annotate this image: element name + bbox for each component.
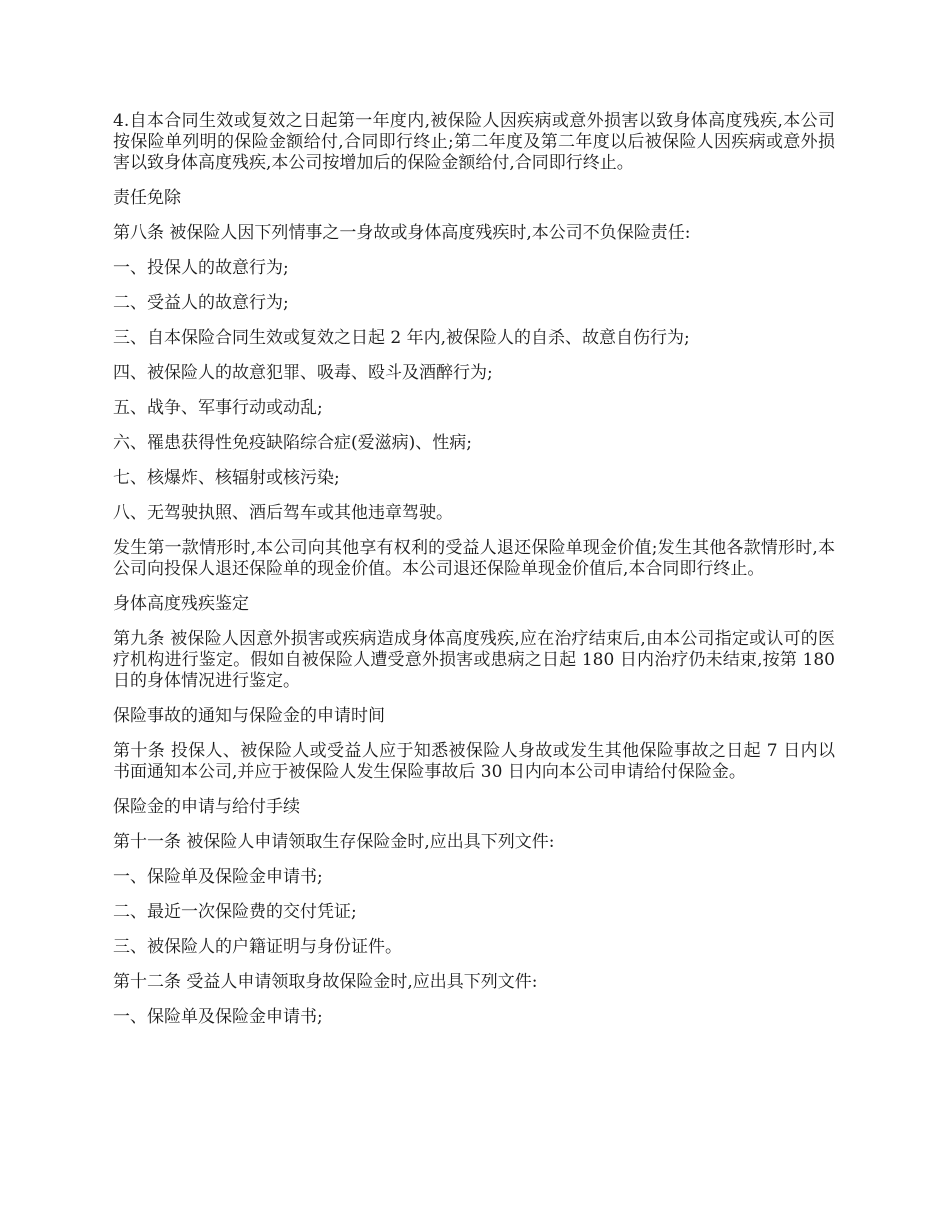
- survival-claim-item-3: 三、被保险人的户籍证明与身份证件。: [113, 937, 402, 957]
- clause-4-paragraph: 4.自本合同生效或复效之日起第一年度内,被保险人因疾病或意外损害以致身体高度残疾,本公司按保险单列明的保险金额给付,合同即行终止;第二年度及第二年度以后被保险人因疾病或意外损害以致身体高度残疾,本公司按增加后的保险金额给付,合同即行终止。: [113, 111, 835, 173]
- article-9-paragraph: 第九条 被保险人因意外损害或疾病造成身体高度残疾,应在治疗结束后,由本公司指定或认可的医疗机构进行鉴定。假如自被保险人遭受意外损害或患病之日起 180 日内治疗仍未结束,按第 180 日的身体情况进行鉴定。: [113, 629, 835, 691]
- exclusion-item-6: 六、罹患获得性免疫缺陷综合症(爱滋病)、性病;: [113, 433, 472, 453]
- section-heading-claim-procedures: 保险金的申请与给付手续: [113, 797, 300, 817]
- article-12-paragraph: 第十二条 受益人申请领取身故保险金时,应出具下列文件:: [113, 972, 538, 992]
- exclusion-item-3: 三、自本保险合同生效或复效之日起 2 年内,被保险人的自杀、故意自伤行为;: [113, 328, 690, 348]
- section-heading-exclusions: 责任免除: [113, 188, 181, 208]
- exclusion-refund-paragraph: 发生第一款情形时,本公司向其他享有权利的受益人退还保险单现金价值;发生其他各款情形时,本公司向投保人退还保险单的现金价值。本公司退还保险单现金价值后,本合同即行终止。: [113, 538, 835, 579]
- article-11-paragraph: 第十一条 被保险人申请领取生存保险金时,应出具下列文件:: [113, 832, 555, 852]
- exclusion-item-2: 二、受益人的故意行为;: [113, 293, 289, 313]
- exclusion-item-8: 八、无驾驶执照、酒后驾车或其他违章驾驶。: [113, 503, 453, 523]
- exclusion-item-4: 四、被保险人的故意犯罪、吸毒、殴斗及酒醉行为;: [113, 363, 493, 383]
- document-body: [113, 111, 835, 1042]
- article-10-paragraph: 第十条 投保人、被保险人或受益人应于知悉被保险人身故或发生其他保险事故之日起 7 日内以书面通知本公司,并应于被保险人发生保险事故后 30 日内向本公司申请给付保险金。: [113, 741, 835, 782]
- exclusion-item-5: 五、战争、军事行动或动乱;: [113, 398, 323, 418]
- survival-claim-item-2: 二、最近一次保险费的交付凭证;: [113, 902, 357, 922]
- section-heading-disability-assessment: 身体高度残疾鉴定: [113, 594, 249, 614]
- exclusion-item-7: 七、核爆炸、核辐射或核污染;: [113, 468, 340, 488]
- survival-claim-item-1: 一、保险单及保险金申请书;: [113, 867, 323, 887]
- exclusion-item-1: 一、投保人的故意行为;: [113, 258, 289, 278]
- section-heading-notification: 保险事故的通知与保险金的申请时间: [113, 706, 385, 726]
- article-8-paragraph: 第八条 被保险人因下列情事之一身故或身体高度残疾时,本公司不负保险责任:: [113, 223, 691, 243]
- death-claim-item-1: 一、保险单及保险金申请书;: [113, 1007, 323, 1027]
